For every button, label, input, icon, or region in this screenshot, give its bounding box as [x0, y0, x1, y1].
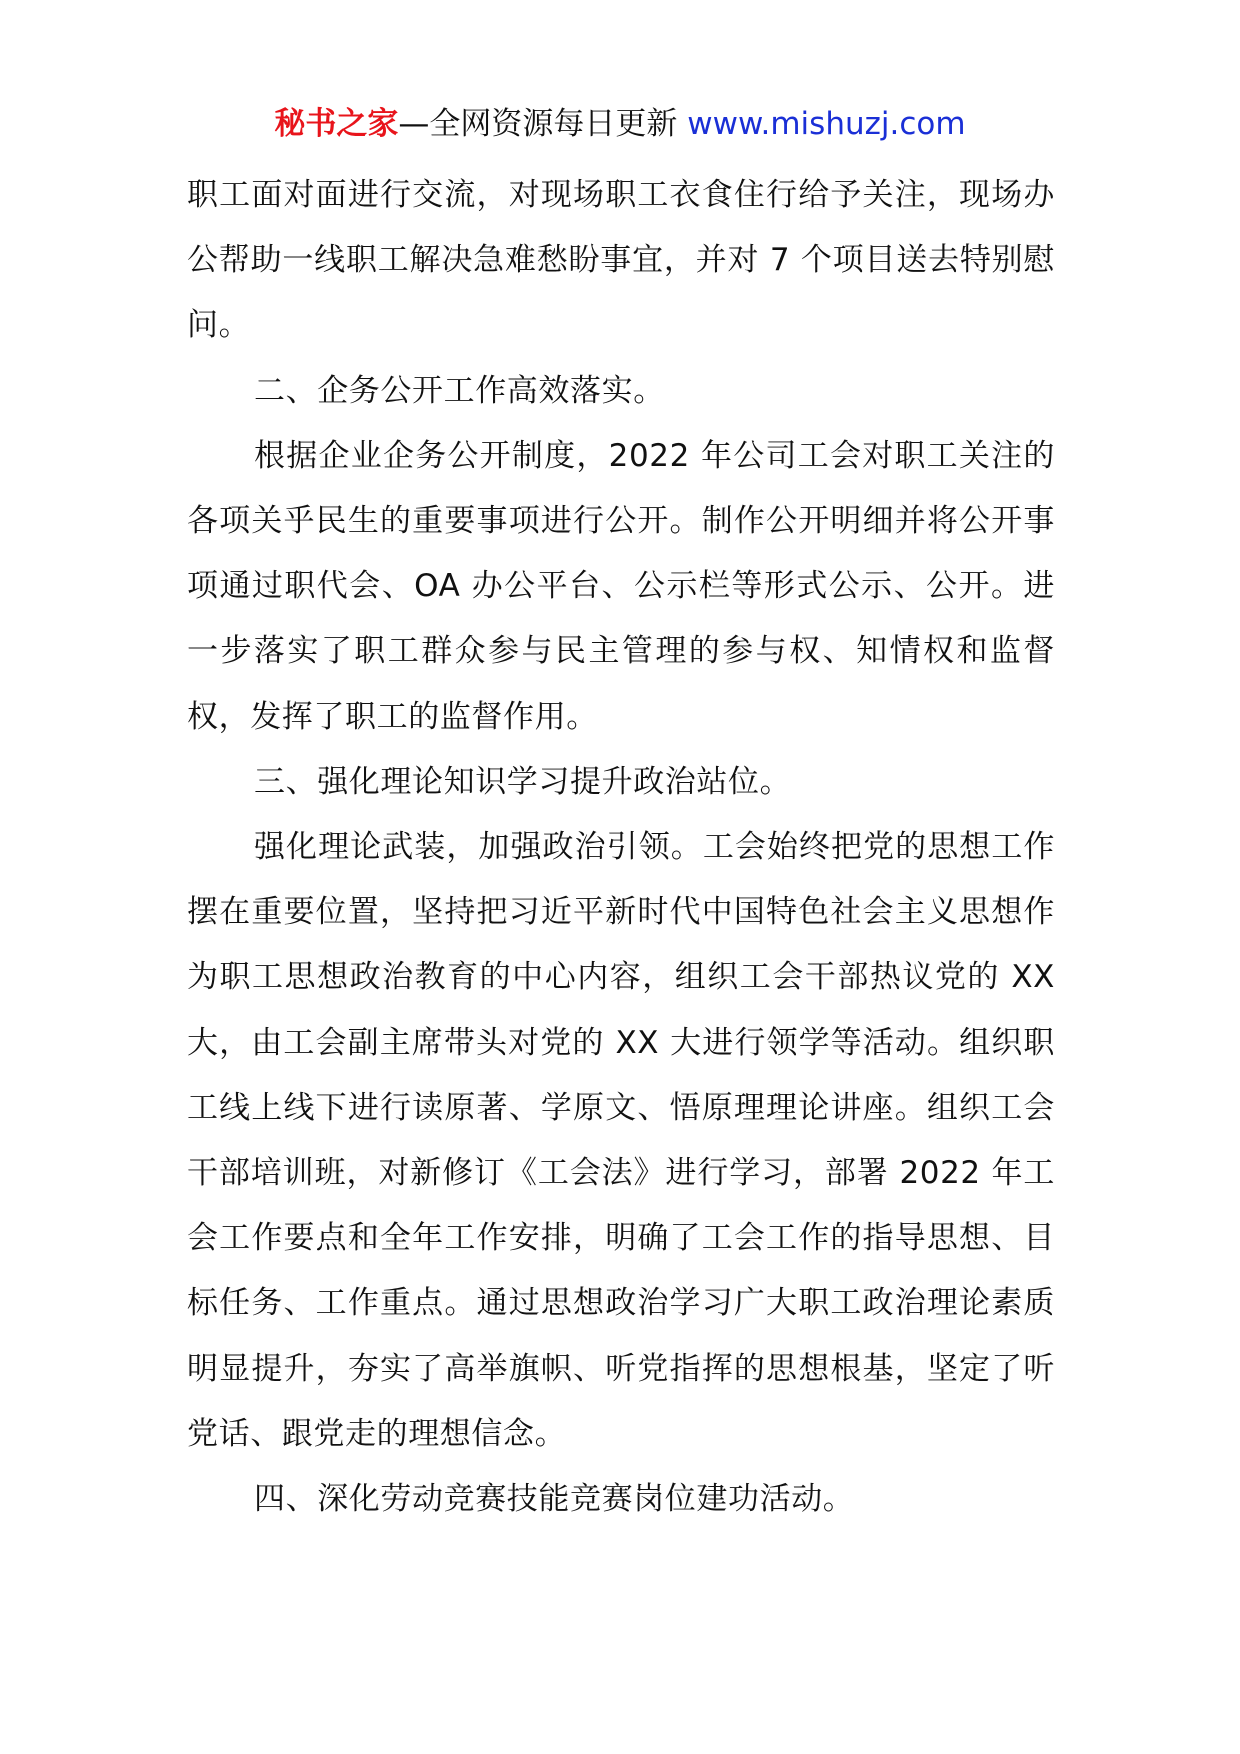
header-tagline: —全网资源每日更新 — [398, 106, 688, 142]
paragraph-continuation: 职工面对面进行交流，对现场职工衣食住行给予关注，现场办公帮助一线职工解决急难愁盼事宜，并对 7 个项目送去特别慰问。 — [187, 177, 1055, 344]
paragraph-theory-study: 强化理论武装，加强政治引领。工会始终把党的思想工作摆在重要位置，坚持把习近平新时代中国特色社会主义思想作为职工思想政治教育的中心内容，组织工会干部热议党的 XX 大，由工会副主席带头对党的 XX 大进行领学等活动。组织职工线上线下进行读原著、学原文、悟原理理论讲座。组织工会干部培训班，对新修订《工会法》进行学习，部署 2022 年工会工作要点和全年工作安排，明确了工会工作的指导思想、目标任务、工作重点。通过思想政治学习广大职工政治理论素质明显提升，夯实了高举旗帜、听党指挥的思想根基，坚定了听党话、跟党走的理想信念。 — [187, 829, 1055, 1452]
section-heading-3: 三、强化理论知识学习提升政治站位。 — [254, 763, 792, 800]
page-header — [0, 102, 1240, 146]
brand-name: 秘书之家 — [274, 106, 399, 142]
document-body — [187, 163, 1055, 1532]
paragraph-affairs-disclosure: 根据企业企务公开制度，2022 年公司工会对职工关注的各项关乎民生的重要事项进行公开。制作公开明细并将公开事项通过职代会、OA 办公平台、公示栏等形式公示、公开。进一步落实了职工群众参与民主管理的参与权、知情权和监督权，发挥了职工的监督作用。 — [187, 437, 1055, 735]
section-heading-4: 四、深化劳动竞赛技能竞赛岗位建功活动。 — [254, 1481, 855, 1518]
section-heading-2: 二、企务公开工作高效落实。 — [254, 372, 665, 409]
website-link[interactable]: www.mishuzj.com — [687, 106, 966, 142]
